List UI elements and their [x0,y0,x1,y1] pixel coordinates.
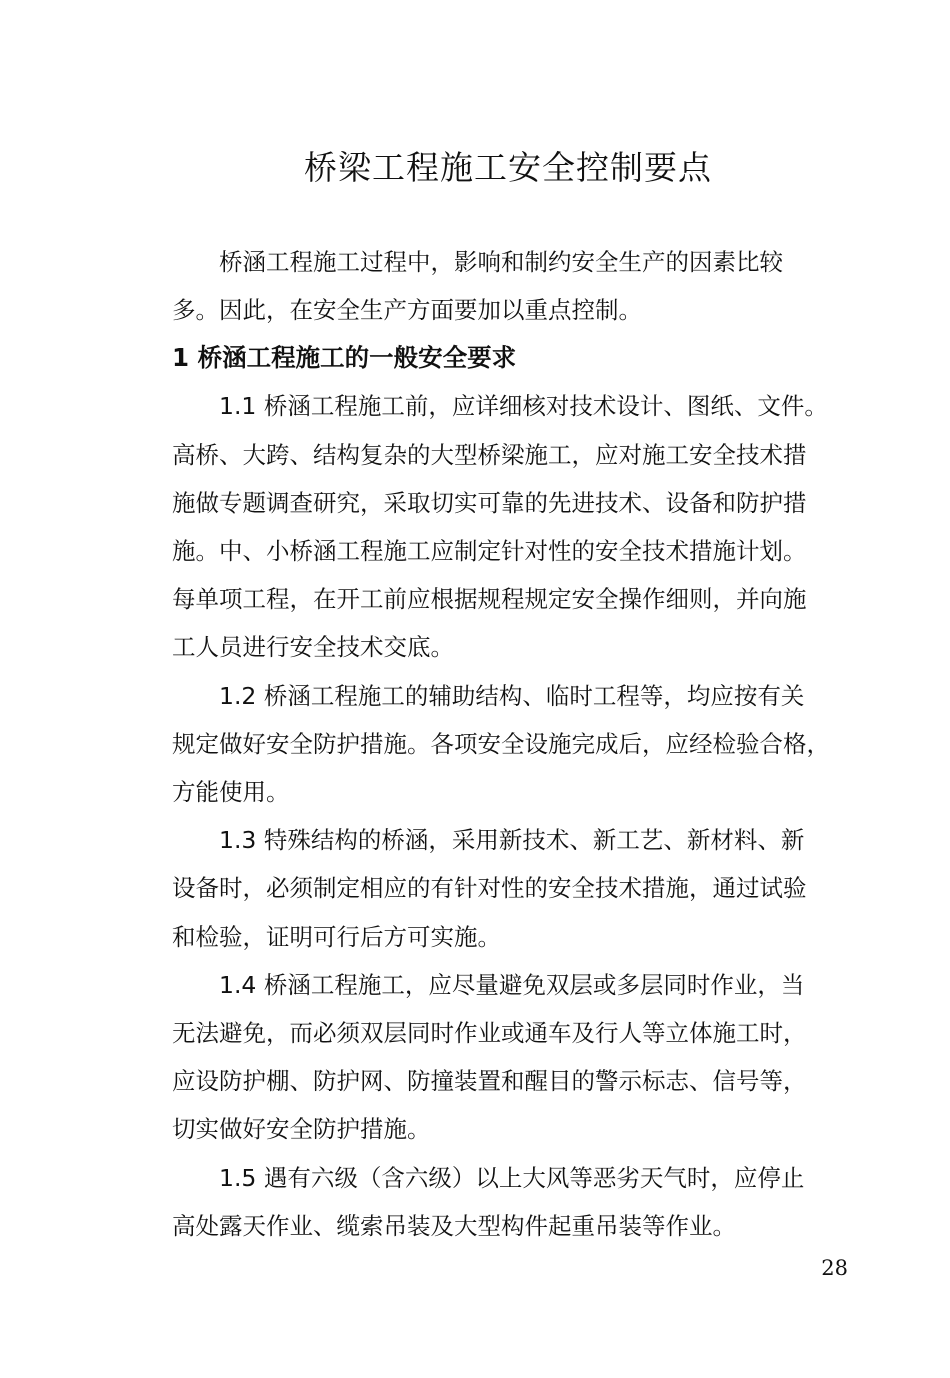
text-line: 无法避免，而必须双层同时作业或通车及行人等立体施工时， [172,1019,807,1048]
text-line: 施。中、小桥涵工程施工应制定针对性的安全技术措施计划。 [172,537,807,566]
text-line: 高桥、大跨、结构复杂的大型桥梁施工，应对施工安全技术措 [172,440,807,469]
paragraph-1-3 [172,816,852,961]
paragraph-1-5 [172,1154,852,1250]
text-line: 多。因此，在安全生产方面要加以重点控制。 [172,296,642,325]
text-line: 1.2 桥涵工程施工的辅助结构、临时工程等，均应按有关 [219,681,805,710]
paragraph-1-4 [172,961,852,1154]
page-number: 28 [821,1256,848,1280]
text-line: 每单项工程，在开工前应根据规程规定安全操作细则，并向施 [172,585,807,614]
text-line: 高处露天作业、缆索吊装及大型构件起重吊装等作业。 [172,1211,736,1240]
text-line: 切实做好安全防护措施。 [172,1115,431,1144]
paragraph-1-2 [172,672,852,817]
document-title: 桥梁工程施工安全控制要点 [304,148,712,187]
text-line: 规定做好安全防护措施。各项安全设施完成后，应经检验合格， [172,729,830,758]
text-line: 1.5 遇有六级（含六级）以上大风等恶劣天气时，应停止 [219,1163,805,1192]
section-heading: 1 桥涵工程施工的一般安全要求 [172,343,517,373]
text-line: 应设防护棚、防护网、防撞装置和醒目的警示标志、信号等， [172,1067,807,1096]
text-line: 工人员进行安全技术交底。 [172,633,454,662]
text-line: 施做专题调查研究，采取切实可靠的先进技术、设备和防护措 [172,488,807,517]
text-line: 1.3 特殊结构的桥涵，采用新技术、新工艺、新材料、新 [219,826,805,855]
text-line: 1.4 桥涵工程施工，应尽量避免双层或多层同时作业，当 [219,970,805,999]
text-line: 和检验，证明可行后方可实施。 [172,922,501,951]
paragraph-1-1 [172,382,852,671]
document-body [172,238,852,1250]
text-line: 方能使用。 [172,778,290,807]
text-line: 1.1 桥涵工程施工前，应详细核对技术设计、图纸、文件。 [219,392,828,421]
text-line: 设备时，必须制定相应的有针对性的安全技术措施，通过试验 [172,874,807,903]
intro-paragraph [172,238,852,334]
text-line: 桥涵工程施工过程中，影响和制约安全生产的因素比较 [219,248,783,276]
